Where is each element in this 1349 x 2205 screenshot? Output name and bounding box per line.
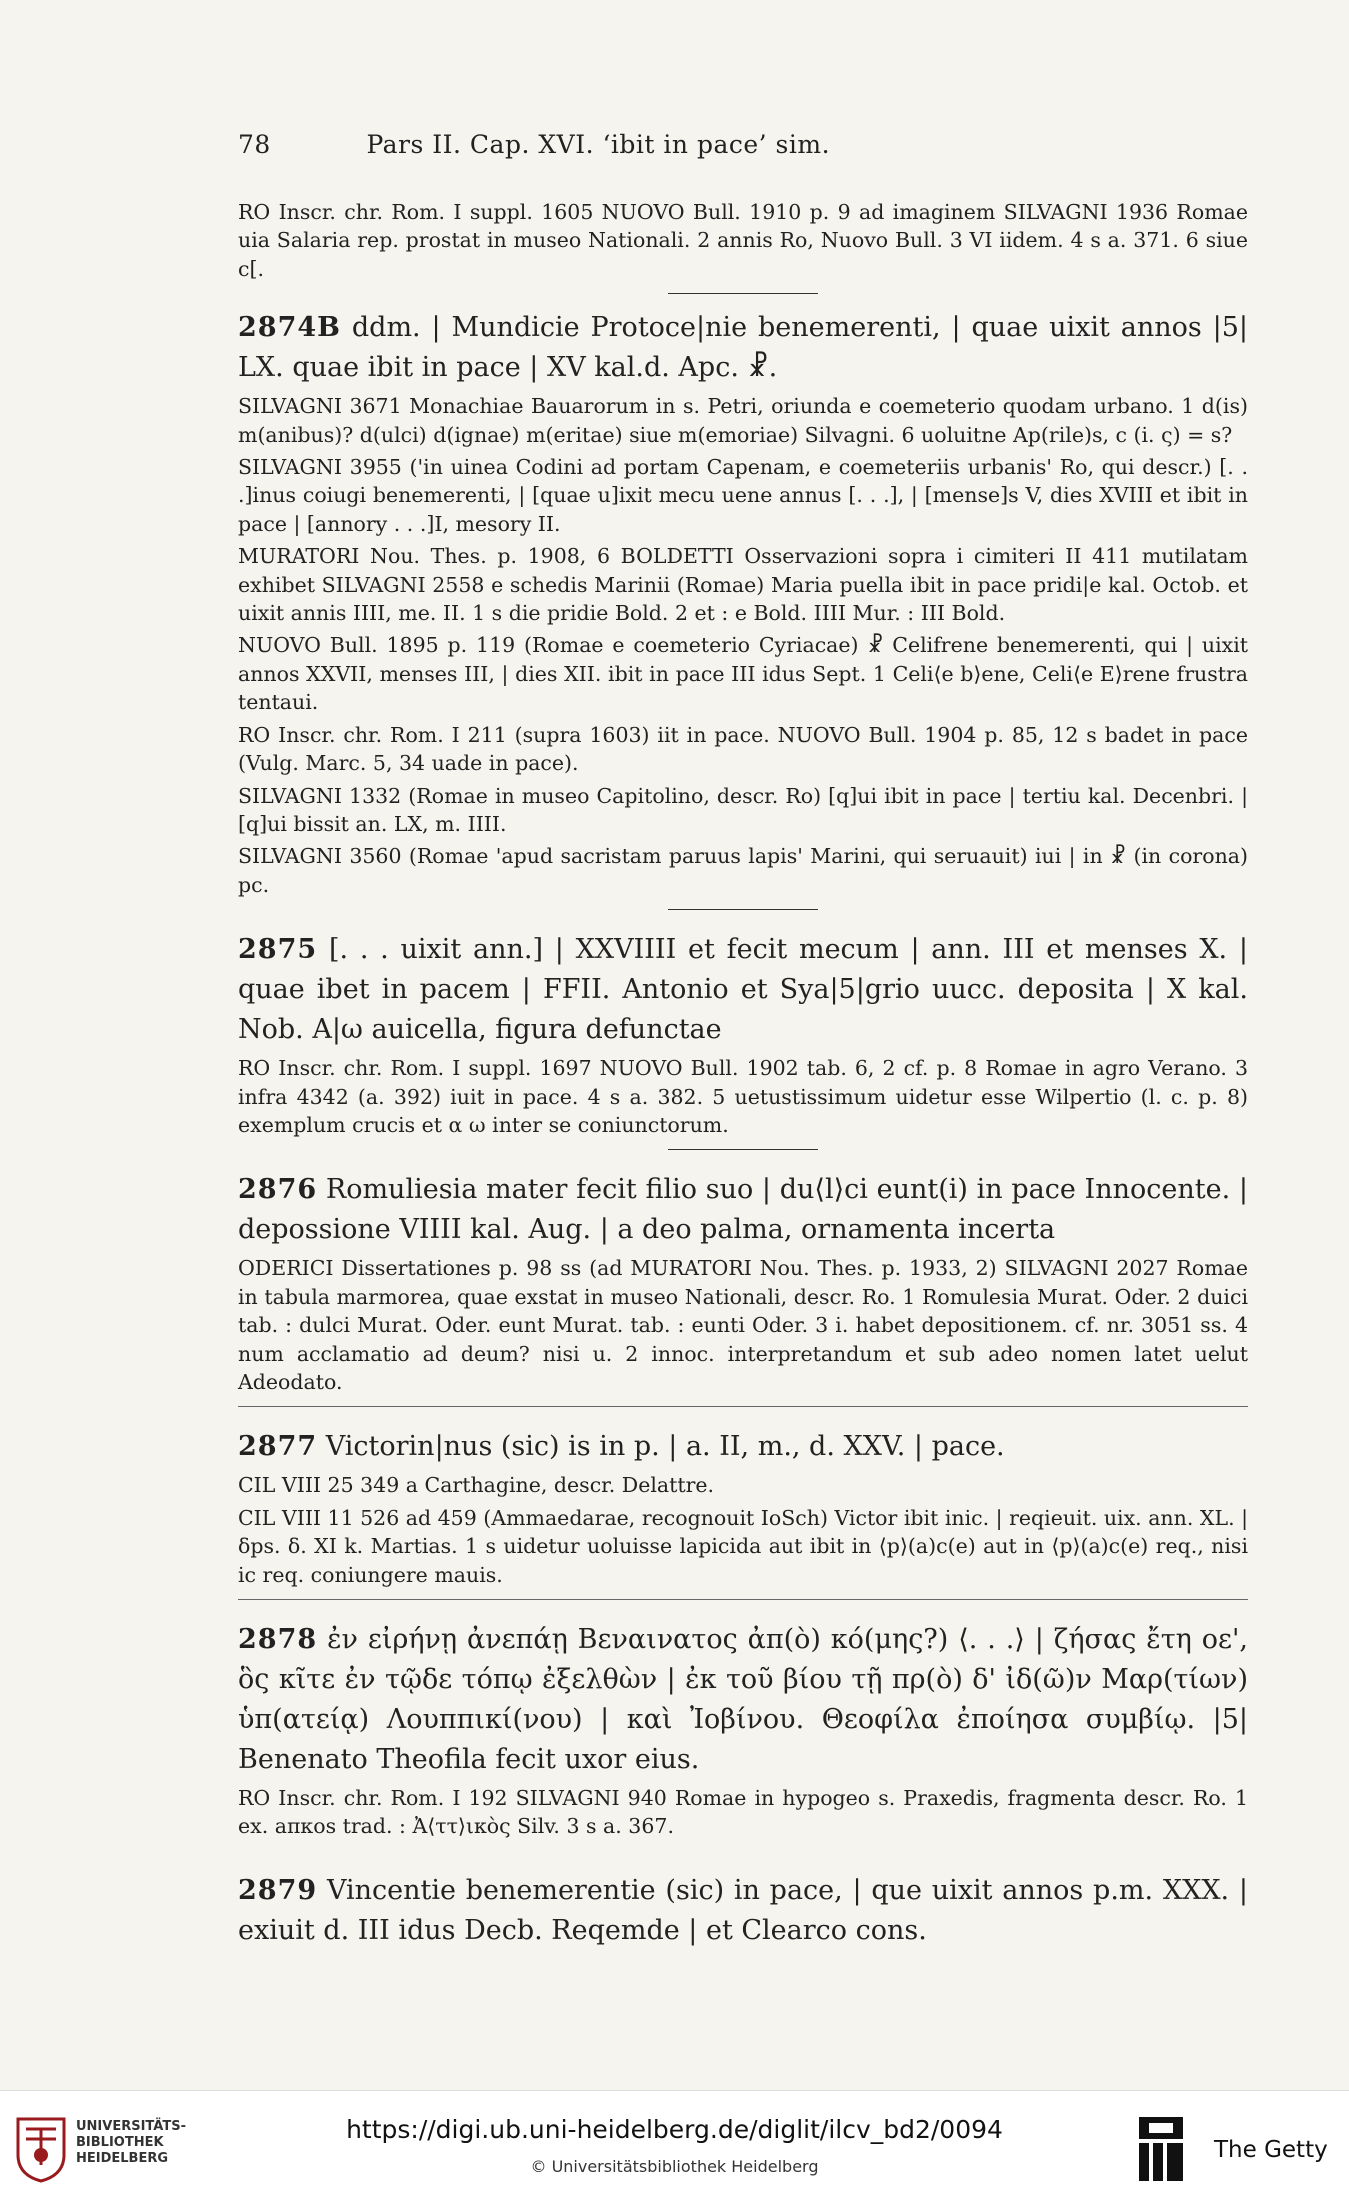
entry-note: RO Inscr. chr. Rom. I 211 (supra 1603) iit in pace. NUOVO Bull. 1904 p. 85, 12 s badet in pace (Vulg. Marc. 5, 34 uade in pace). bbox=[238, 722, 1248, 776]
copyright-notice: © Universitätsbibliothek Heidelberg bbox=[530, 2157, 819, 2176]
entry-2875 bbox=[238, 930, 1248, 1139]
entry-body: Romuliesia mater fecit filio suo | du⟨l⟩ci eunt(i) in pace Innocente. | depossione VIIII kal. Aug. | a deo palma, ornamenta incerta bbox=[238, 1174, 1248, 1246]
page-content bbox=[238, 198, 1248, 1951]
entry-note: NUOVO Bull. 1895 p. 119 (Romae e coemeterio Cyriacae) ☧ Celifrene benemerenti, qui | uixit annos XXVII, menses III, | dies XII. ibit in pace III idus Sept. 1 Celi⟨e b⟩ene, Celi⟨e E⟩rene frustra tentaui. bbox=[238, 633, 1248, 715]
entry-note: RO Inscr. chr. Rom. I 192 SILVAGNI 940 Romae in hypogeo s. Praxedis, fragmenta descr. Ro. 1 ex. aπκos trad. : Ἀ⟨ττ⟩ικὸς Silv. 3 s a. 367. bbox=[238, 1786, 1248, 1839]
entry-note: MURATORI Nou. Thes. p. 1908, 6 BOLDETTI Osservazioni sopra i cimiteri II 411 mutilatam exhibet SILVAGNI 2558 e schedis Marinii (Romae) Maria puella ibit in pace pridi|e kal. Octob. et uixit annis IIII, me. II. 1 s die pridie Bold. 2 et : e Bold. IIII Mur. : III Bold. bbox=[238, 544, 1248, 626]
library-name-line: BIBLIOTHEK bbox=[76, 2135, 164, 2150]
viewer-footer bbox=[0, 2090, 1349, 2205]
section-divider bbox=[238, 1406, 1248, 1407]
entry-body: ἐν εἰρήνῃ ἀνεπάῃ Βεναινατος ἀπ(ὸ) κό(μης?) ⟨. . .⟩ | ζήσας ἔτη οε', ὃς κῖτε ἐν τῷδε τόπῳ ἐξελθὼν | ἐκ τοῦ βίου τῇ πρ(ὸ) δ' ἰδ(ῶ)ν Μαρ(τίων) ὑπ(ατείᾳ) Λουππικί(νου) | καὶ Ἰοβίνου. Θεοφίλα ἐποίησα συμβίῳ. |5| Benenato Theofila fecit uxor eius. bbox=[238, 1624, 1248, 1775]
entry-body: Vincentie benemerentie (sic) in pace, | que uixit annos p.m. XXX. | exiuit d. III idus Decb. Reqemde | et Clearco cons. bbox=[238, 1874, 1248, 1946]
entry-2876 bbox=[238, 1170, 1248, 1396]
entry-2877 bbox=[238, 1427, 1248, 1589]
entry-body: [. . . uixit ann.] | XXVIIII et fecit mecum | ann. III et menses X. | quae ibet in pacem | FFII. Antonio et Sya|5|grio uucc. deposita | X kal. Nob. A|ω auicella, figura defunctae bbox=[238, 934, 1248, 1046]
entry-note: SILVAGNI 1332 (Romae in museo Capitolino, descr. Ro) [q]ui ibit in pace | tertiu kal. Decenbri. | [q]ui bissit an. LX, m. IIII. bbox=[238, 783, 1248, 836]
entry-2879 bbox=[238, 1871, 1248, 1951]
entry-note: SILVAGNI 3955 ('in uinea Codini ad portam Capenam, e coemeteriis urbanis' Ro, qui descr.) [. . .]inus coiugi benemerenti, | [quae u]ixit mecu uene annus [. . .], | [mense]s V, dies XVIII et ibit in pace | [annory . . .]I, mesory II. bbox=[238, 455, 1248, 536]
entry-note: RO Inscr. chr. Rom. I suppl. 1697 NUOVO Bull. 1902 tab. 6, 2 cf. p. 8 Romae in agro Verano. 3 infra 4342 (a. 392) iuit in pace. 4 s a. 382. 5 uetustissimum uidetur esse Wilpertio (l. c. p. 8) exemplum crucis et α ω inter se coniunctorum. bbox=[238, 1056, 1248, 1137]
entry-number: 2878 bbox=[238, 1624, 318, 1655]
section-divider bbox=[668, 1149, 818, 1150]
entry-note: CIL VIII 11 526 ad 459 (Ammaedarae, recognouit IoSch) Victor ibit inic. | reqieuit. uix. ann. XL. | δps. δ. XI k. Martias. 1 s uidetur uoluisse lapicida aut ibit in ⟨p⟩(a)c(e) aut in ⟨p⟩(a)c(e) req., nisi ic req. coniungere mauis. bbox=[238, 1505, 1249, 1587]
section-divider bbox=[668, 909, 818, 910]
entry-text bbox=[238, 930, 1248, 1050]
entry-text bbox=[238, 1871, 1248, 1951]
page-number: 78 bbox=[238, 130, 271, 159]
top-note: RO Inscr. chr. Rom. I suppl. 1605 NUOVO Bull. 1910 p. 9 ad imaginem SILVAGNI 1936 Romae uia Salaria rep. prostat in museo Nationali. 2 annis Ro, Nuovo Bull. 3 VI iidem. 4 s a. 371. 6 siue c[. bbox=[238, 200, 1248, 281]
entry-text bbox=[238, 308, 1248, 388]
running-title: Pars II. Cap. XVI. ‘ibit in pace’ sim. bbox=[366, 130, 831, 159]
entry-2878 bbox=[238, 1620, 1248, 1841]
entry-number: 2877 bbox=[238, 1431, 318, 1463]
permalink[interactable]: https://digi.ub.uni-heidelberg.de/diglit/ilcv_bd2/0094 bbox=[346, 2115, 1003, 2144]
getty-name: The Getty bbox=[1214, 2137, 1328, 2163]
entry-body: ddm. | Mundicie Protoce|nie benemerenti, | quae uixit annos |5| LX. quae ibit in pace | XV kal.d. Apc. ☧. bbox=[238, 312, 1248, 384]
entry-number: 2875 bbox=[238, 934, 318, 966]
entry-note: SILVAGNI 3560 (Romae 'apud sacristam paruus lapis' Marini, qui seruauit) iui | in ☧ (in corona) pc. bbox=[238, 844, 1248, 897]
entry-number: 2874B bbox=[238, 312, 341, 344]
entry-note: ODERICI Dissertationes p. 98 ss (ad MURATORI Nou. Thes. p. 1933, 2) SILVAGNI 2027 Romae in tabula marmorea, quae exstat in museo Nationali, descr. Ro. 1 Romulesia Murat. Oder. 2 duici tab. : dulci Murat. Oder. eunt Murat. tab. : eunti Oder. 3 i. habet depositionem. cf. nr. 3051 ss. 4 num acclamatio ad deum? nisi u. 2 innoc. interpretandum et sub adeo nomen latet uelut Adeodato. bbox=[238, 1256, 1248, 1394]
section-divider bbox=[238, 1599, 1248, 1600]
entry-note: SILVAGNI 3671 Monachiae Bauarorum in s. Petri, oriunda e coemeterio quodam urbano. 1 d(is) m(anibus)? d(ulci) d(ignae) m(eritae) siue m(emoriae) Silvagni. 6 uoluitne Ap(rile)s, c (i. ς) = s? bbox=[238, 394, 1248, 447]
library-name-line: HEIDELBERG bbox=[76, 2151, 169, 2166]
entry-2874b bbox=[238, 308, 1248, 899]
entry-number: 2879 bbox=[238, 1874, 318, 1906]
entry-note: CIL VIII 25 349 a Carthagine, descr. Delattre. bbox=[238, 1473, 715, 1498]
getty-logo-icon bbox=[1135, 2113, 1187, 2185]
entry-number: 2876 bbox=[238, 1174, 318, 1206]
entry-text bbox=[238, 1170, 1248, 1250]
running-head bbox=[238, 130, 1138, 159]
library-name-line: UNIVERSITÄTS- bbox=[76, 2119, 186, 2134]
section-divider bbox=[668, 293, 818, 294]
entry-text bbox=[238, 1620, 1248, 1780]
entry-body: Victorin|nus (sic) is in p. | a. II, m., d. XXV. | pace. bbox=[325, 1431, 1005, 1463]
entry-text bbox=[238, 1427, 1248, 1467]
